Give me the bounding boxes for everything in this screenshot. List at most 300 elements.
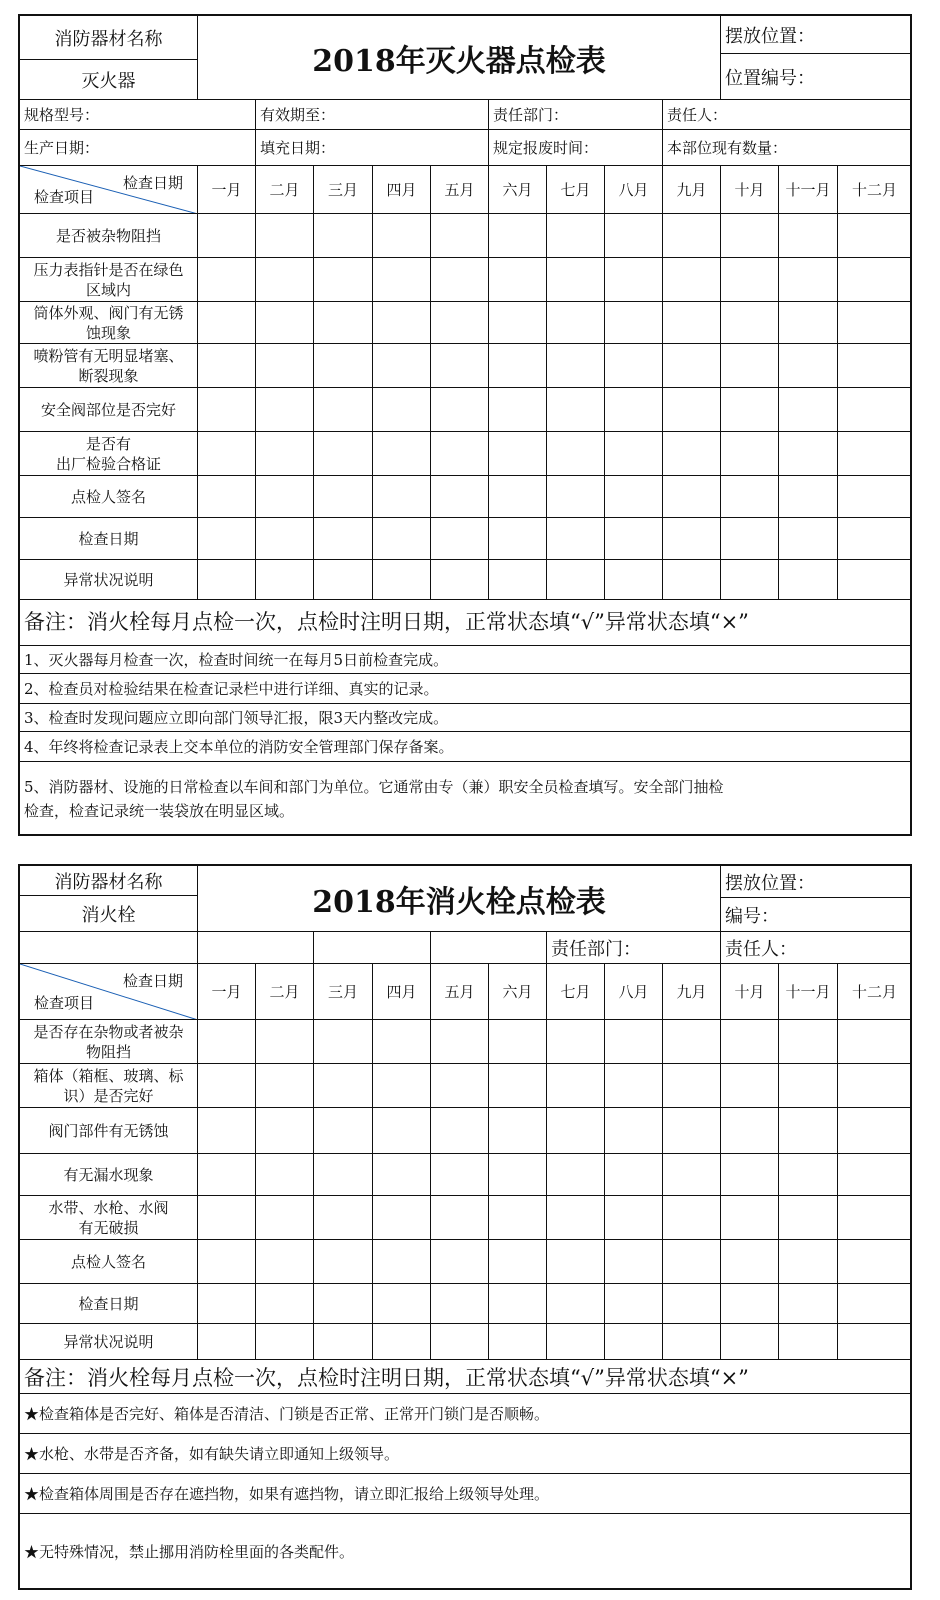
month-header-11: 十一月 [779,166,838,214]
inspection-entry-cell[interactable] [779,344,838,388]
month-header-10: 十月 [721,166,779,214]
check-date-header: 检查日期 [122,972,183,990]
check-item-label [20,432,198,476]
diagonal-header-cell [20,166,198,214]
rule-row: ★检查箱体是否完好、箱体是否清洁、门锁是否正常、正常开门锁门是否顺畅。 [20,1394,912,1434]
month-header-12: 十二月 [838,166,912,214]
inspection-entry-cell[interactable] [721,1324,779,1360]
inspection-entry-cell[interactable] [605,518,663,560]
inspection-entry-cell[interactable] [547,1064,605,1108]
equipment-name-label: 消防器材名称 [20,866,198,896]
inspection-entry-cell[interactable] [373,476,431,518]
inspection-entry-cell[interactable] [431,432,489,476]
inspection-entry-cell[interactable] [489,560,547,600]
inspection-entry-cell[interactable] [547,1284,605,1324]
inspection-entry-cell[interactable] [431,1064,489,1108]
inspection-entry-cell[interactable] [431,1154,489,1196]
inspection-entry-cell[interactable] [779,1154,838,1196]
location-label: 摆放位置： [721,866,912,898]
check-item-text: 是否有 [85,434,131,453]
inspection-entry-cell[interactable] [373,1240,431,1284]
month-header-9: 九月 [663,166,721,214]
inspection-entry-cell[interactable] [256,258,314,302]
inspection-entry-cell[interactable] [605,1108,663,1154]
inspection-entry-cell[interactable] [489,1154,547,1196]
inspection-entry-cell[interactable] [256,1020,314,1064]
inspection-entry-cell[interactable] [198,258,256,302]
diagonal-header-cell [20,964,198,1020]
inspection-entry-cell[interactable] [721,1284,779,1324]
inspection-entry-cell[interactable] [721,388,779,432]
inspection-entry-cell[interactable] [605,1284,663,1324]
check-item-text: 水带、水枪、水阀 [48,1198,169,1217]
check-item-text: 有无漏水现象 [63,1165,154,1184]
inspection-entry-cell[interactable] [314,258,373,302]
inspection-entry-cell[interactable] [256,560,314,600]
inspection-entry-cell[interactable] [838,214,912,258]
month-header-3: 三月 [314,166,373,214]
inspection-entry-cell[interactable] [431,1324,489,1360]
check-item-text: 喷粉管有无明显堵塞、 [33,346,184,365]
inspection-entry-cell[interactable] [198,1064,256,1108]
inspection-entry-cell[interactable] [431,1108,489,1154]
check-item-text: 阀门部件有无锈蚀 [48,1121,169,1140]
inspection-entry-cell[interactable] [663,1108,721,1154]
inspection-entry-cell[interactable] [721,214,779,258]
inspection-entry-cell[interactable] [838,1108,912,1154]
inspection-entry-cell[interactable] [779,476,838,518]
inspection-entry-cell[interactable] [256,302,314,344]
inspection-entry-cell[interactable] [314,214,373,258]
inspection-entry-cell[interactable] [547,388,605,432]
inspection-entry-cell[interactable] [721,258,779,302]
inspection-entry-cell[interactable] [198,432,256,476]
month-header-10: 十月 [721,964,779,1020]
inspection-entry-cell[interactable] [605,1020,663,1064]
inspection-entry-cell[interactable] [314,1020,373,1064]
rule-row: 1、灭火器每月检查一次，检查时间统一在每月5日前检查完成。 [20,646,912,674]
month-header-4: 四月 [373,166,431,214]
inspection-entry-cell[interactable] [314,1240,373,1284]
inspection-entry-cell[interactable] [605,1196,663,1240]
month-header-3: 三月 [314,964,373,1020]
inspection-entry-cell[interactable] [314,1154,373,1196]
check-item-text: 检查日期 [78,1294,139,1313]
inspection-entry-cell[interactable] [547,518,605,560]
inspection-entry-cell[interactable] [489,214,547,258]
inspection-entry-cell[interactable] [779,1284,838,1324]
blank-cell [431,932,547,964]
inspection-entry-cell[interactable] [838,388,912,432]
location-number-label: 位置编号： [721,54,912,100]
inspection-entry-cell[interactable] [198,1284,256,1324]
rule-row: 4、年终将检查记录表上交本单位的消防安全管理部门保存备案。 [20,732,912,762]
inspection-entry-cell[interactable] [431,1196,489,1240]
inspection-entry-cell[interactable] [838,1240,912,1284]
month-header-2: 二月 [256,166,314,214]
inspection-entry-cell[interactable] [489,258,547,302]
inspection-entry-cell[interactable] [314,302,373,344]
inspection-entry-cell[interactable] [431,1240,489,1284]
inspection-entry-cell[interactable] [547,1324,605,1360]
inspection-entry-cell[interactable] [605,302,663,344]
inspection-entry-cell[interactable] [838,476,912,518]
inspection-entry-cell[interactable] [838,1284,912,1324]
inspection-entry-cell[interactable] [373,1064,431,1108]
inspection-entry-cell[interactable] [779,518,838,560]
inspection-entry-cell[interactable] [547,1108,605,1154]
form-title: 2018年消火栓点检表 [198,866,721,932]
inspection-entry-cell[interactable] [489,432,547,476]
check-item-text: 有无破损 [78,1218,139,1237]
inspection-entry-cell[interactable] [779,214,838,258]
inspection-entry-cell[interactable] [721,1196,779,1240]
inspection-entry-cell[interactable] [721,302,779,344]
rule-row [20,762,912,836]
blank-cell [20,932,198,964]
inspection-entry-cell[interactable] [256,432,314,476]
inspection-entry-cell[interactable] [373,1284,431,1324]
inspection-entry-cell[interactable] [721,476,779,518]
inspection-entry-cell[interactable] [838,1064,912,1108]
inspection-entry-cell[interactable] [373,560,431,600]
inspection-entry-cell[interactable] [431,214,489,258]
inspection-entry-cell[interactable] [779,560,838,600]
scrap-time-label: 规定报废时间： [489,130,663,166]
inspection-entry-cell[interactable] [198,518,256,560]
inspection-entry-cell[interactable] [431,388,489,432]
inspection-entry-cell[interactable] [547,476,605,518]
inspection-entry-cell[interactable] [838,302,912,344]
inspection-entry-cell[interactable] [838,518,912,560]
inspection-entry-cell[interactable] [314,1284,373,1324]
rule-text: 5、消防器材、设施的日常检查以车间和部门为单位。它通常由专（兼）职安全员检查填写。安全部门抽检 [24,777,724,796]
check-item-text: 物阻挡 [85,1042,131,1061]
inspection-entry-cell[interactable] [547,302,605,344]
inspection-entry-cell[interactable] [373,388,431,432]
check-item-text: 蚀现象 [85,323,131,342]
month-header-12: 十二月 [838,964,912,1020]
inspection-entry-cell[interactable] [779,1240,838,1284]
inspection-entry-cell[interactable] [547,258,605,302]
inspection-entry-cell[interactable] [605,214,663,258]
check-item-header: 检查项目 [34,188,95,206]
number-label: 编号： [721,898,912,932]
inspection-entry-cell[interactable] [663,1240,721,1284]
inspection-entry-cell[interactable] [663,344,721,388]
rule-row: 3、检查时发现问题应立即向部门领导汇报，限3天内整改完成。 [20,704,912,732]
inspection-entry-cell[interactable] [838,344,912,388]
inspection-entry-cell[interactable] [721,1064,779,1108]
check-item-label [20,1324,198,1360]
check-item-text: 识）是否完好 [63,1086,154,1105]
check-item-label [20,1154,198,1196]
inspection-entry-cell[interactable] [663,1324,721,1360]
equipment-name-value: 消火栓 [20,896,198,932]
rule-row: ★检查箱体周围是否存在遮挡物，如果有遮挡物，请立即汇报给上级领导处理。 [20,1474,912,1514]
inspection-entry-cell[interactable] [721,518,779,560]
inspection-entry-cell[interactable] [721,344,779,388]
inspection-entry-cell[interactable] [779,1064,838,1108]
check-item-label [20,476,198,518]
inspection-entry-cell[interactable] [489,518,547,560]
check-item-header: 检查项目 [34,994,95,1012]
inspection-entry-cell[interactable] [663,258,721,302]
check-item-label [20,1064,198,1108]
check-date-header: 检查日期 [122,174,183,192]
check-item-text: 检查日期 [78,529,139,548]
inspection-entry-cell[interactable] [198,302,256,344]
check-item-text: 异常状况说明 [63,570,154,589]
inspection-entry-cell[interactable] [489,1108,547,1154]
month-header-6: 六月 [489,166,547,214]
inspection-entry-cell[interactable] [198,476,256,518]
inspection-entry-cell[interactable] [489,476,547,518]
inspection-entry-cell[interactable] [721,1240,779,1284]
month-header-11: 十一月 [779,964,838,1020]
inspection-entry-cell[interactable] [373,1154,431,1196]
inspection-entry-cell[interactable] [489,1196,547,1240]
inspection-entry-cell[interactable] [198,560,256,600]
inspection-entry-cell[interactable] [721,560,779,600]
check-item-label [20,1284,198,1324]
inspection-entry-cell[interactable] [314,1324,373,1360]
inspection-entry-cell[interactable] [547,432,605,476]
inspection-entry-cell[interactable] [605,258,663,302]
inspection-entry-cell[interactable] [838,1324,912,1360]
inspection-entry-cell[interactable] [431,302,489,344]
dept-label: 责任部门： [547,932,721,964]
check-item-label [20,344,198,388]
check-item-label [20,1240,198,1284]
inspection-entry-cell[interactable] [256,1284,314,1324]
inspection-entry-cell[interactable] [547,1020,605,1064]
inspection-entry-cell[interactable] [663,302,721,344]
form-title: 2018年灭火器点检表 [198,16,721,100]
check-item-text: 点检人签名 [70,1252,146,1271]
inspection-entry-cell[interactable] [489,1240,547,1284]
person-label: 责任人： [663,100,912,130]
fill-date-label: 填充日期： [256,130,489,166]
inspection-entry-cell[interactable] [431,344,489,388]
inspection-entry-cell[interactable] [256,518,314,560]
remark: 备注：消火栓每月点检一次，点检时注明日期，正常状态填“√”异常状态填“×” [20,1360,912,1394]
person-label: 责任人： [721,932,912,964]
inspection-entry-cell[interactable] [373,1324,431,1360]
inspection-entry-cell[interactable] [373,302,431,344]
inspection-entry-cell[interactable] [663,560,721,600]
inspection-entry-cell[interactable] [779,1196,838,1240]
inspection-entry-cell[interactable] [721,432,779,476]
dept-label: 责任部门： [489,100,663,130]
inspection-entry-cell[interactable] [605,560,663,600]
inspection-entry-cell[interactable] [198,344,256,388]
check-item-label [20,302,198,344]
inspection-entry-cell[interactable] [779,302,838,344]
inspection-entry-cell[interactable] [431,476,489,518]
inspection-entry-cell[interactable] [779,1108,838,1154]
inspection-entry-cell[interactable] [547,1196,605,1240]
inspection-entry-cell[interactable] [838,1154,912,1196]
month-header-5: 五月 [431,166,489,214]
inspection-entry-cell[interactable] [314,518,373,560]
inspection-entry-cell[interactable] [605,1240,663,1284]
inspection-entry-cell[interactable] [256,344,314,388]
inspection-entry-cell[interactable] [721,1020,779,1064]
inspection-entry-cell[interactable] [373,518,431,560]
inspection-entry-cell[interactable] [431,1020,489,1064]
inspection-entry-cell[interactable] [198,1324,256,1360]
inspection-entry-cell[interactable] [198,388,256,432]
inspection-entry-cell[interactable] [198,1154,256,1196]
inspection-entry-cell[interactable] [663,1064,721,1108]
inspection-entry-cell[interactable] [838,432,912,476]
check-item-label [20,518,198,560]
inspection-entry-cell[interactable] [489,302,547,344]
check-item-label [20,258,198,302]
check-item-text: 断裂现象 [78,366,139,385]
inspection-entry-cell[interactable] [256,1064,314,1108]
inspection-entry-cell[interactable] [256,1240,314,1284]
month-header-2: 二月 [256,964,314,1020]
inspection-entry-cell[interactable] [314,1196,373,1240]
check-item-text: 筒体外观、阀门有无锈 [33,303,184,322]
inspection-entry-cell[interactable] [838,560,912,600]
check-item-text: 异常状况说明 [63,1332,154,1351]
inspection-entry-cell[interactable] [779,388,838,432]
inspection-entry-cell[interactable] [605,432,663,476]
inspection-entry-cell[interactable] [256,476,314,518]
month-header-4: 四月 [373,964,431,1020]
inspection-entry-cell[interactable] [547,344,605,388]
inspection-entry-cell[interactable] [721,1108,779,1154]
inspection-entry-cell[interactable] [663,476,721,518]
month-header-7: 七月 [547,964,605,1020]
inspection-entry-cell[interactable] [547,214,605,258]
inspection-entry-cell[interactable] [373,214,431,258]
inspection-entry-cell[interactable] [373,258,431,302]
inspection-entry-cell[interactable] [489,388,547,432]
inspection-entry-cell[interactable] [663,518,721,560]
inspection-entry-cell[interactable] [314,432,373,476]
inspection-entry-cell[interactable] [605,388,663,432]
inspection-entry-cell[interactable] [489,1020,547,1064]
inspection-entry-cell[interactable] [373,432,431,476]
spec-label: 规格型号： [20,100,256,130]
inspection-entry-cell[interactable] [256,1108,314,1154]
inspection-entry-cell[interactable] [605,476,663,518]
inspection-entry-cell[interactable] [779,258,838,302]
inspection-entry-cell[interactable] [431,1284,489,1324]
inspection-entry-cell[interactable] [663,1154,721,1196]
inspection-entry-cell[interactable] [547,1240,605,1284]
rule-row: ★水枪、水带是否齐备，如有缺失请立即通知上级领导。 [20,1434,912,1474]
inspection-entry-cell[interactable] [198,1020,256,1064]
inspection-entry-cell[interactable] [605,1064,663,1108]
month-header-6: 六月 [489,964,547,1020]
inspection-entry-cell[interactable] [779,432,838,476]
inspection-entry-cell[interactable] [663,1284,721,1324]
expiry-label: 有效期至： [256,100,489,130]
inspection-entry-cell[interactable] [489,1064,547,1108]
inspection-entry-cell[interactable] [838,258,912,302]
inspection-entry-cell[interactable] [314,1064,373,1108]
inspection-entry-cell[interactable] [431,518,489,560]
inspection-entry-cell[interactable] [547,560,605,600]
inspection-entry-cell[interactable] [779,1020,838,1064]
inspection-entry-cell[interactable] [256,1154,314,1196]
inspection-entry-cell[interactable] [605,344,663,388]
month-header-8: 八月 [605,964,663,1020]
inspection-entry-cell[interactable] [314,1108,373,1154]
check-item-label [20,214,198,258]
inspection-entry-cell[interactable] [663,1196,721,1240]
inspection-entry-cell[interactable] [198,1108,256,1154]
inspection-entry-cell[interactable] [431,560,489,600]
quantity-label: 本部位现有数量： [663,130,912,166]
inspection-entry-cell[interactable] [779,1324,838,1360]
blank-cell [314,932,431,964]
check-item-text: 点检人签名 [70,487,146,506]
inspection-entry-cell[interactable] [663,432,721,476]
inspection-entry-cell[interactable] [198,1240,256,1284]
location-label: 摆放位置： [721,16,912,54]
fire-hydrant-inspection-form [18,864,912,1590]
inspection-entry-cell[interactable] [256,1196,314,1240]
inspection-entry-cell[interactable] [314,476,373,518]
inspection-entry-cell[interactable] [314,560,373,600]
inspection-entry-cell[interactable] [605,1324,663,1360]
inspection-entry-cell[interactable] [547,1154,605,1196]
inspection-entry-cell[interactable] [489,1284,547,1324]
inspection-entry-cell[interactable] [721,1154,779,1196]
month-header-9: 九月 [663,964,721,1020]
inspection-entry-cell[interactable] [838,1196,912,1240]
production-date-label: 生产日期： [20,130,256,166]
check-item-text: 箱体（箱框、玻璃、标 [33,1066,184,1085]
inspection-entry-cell[interactable] [373,344,431,388]
inspection-entry-cell[interactable] [198,1196,256,1240]
inspection-entry-cell[interactable] [605,1154,663,1196]
check-item-label [20,1196,198,1240]
inspection-entry-cell[interactable] [489,1324,547,1360]
check-item-label [20,1020,198,1064]
inspection-entry-cell[interactable] [663,214,721,258]
check-item-text: 是否存在杂物或者被杂 [33,1022,184,1041]
month-header-8: 八月 [605,166,663,214]
check-item-text: 压力表指针是否在绿色 [33,260,184,279]
inspection-entry-cell[interactable] [256,388,314,432]
inspection-entry-cell[interactable] [314,344,373,388]
inspection-entry-cell[interactable] [373,1196,431,1240]
month-header-1: 一月 [198,166,256,214]
inspection-entry-cell[interactable] [663,388,721,432]
inspection-entry-cell[interactable] [256,214,314,258]
inspection-entry-cell[interactable] [431,258,489,302]
inspection-entry-cell[interactable] [314,388,373,432]
month-header-7: 七月 [547,166,605,214]
inspection-entry-cell[interactable] [489,344,547,388]
inspection-entry-cell[interactable] [663,1020,721,1064]
check-item-label [20,1108,198,1154]
inspection-entry-cell[interactable] [198,214,256,258]
inspection-entry-cell[interactable] [256,1324,314,1360]
rule-text: 检查，检查记录统一装袋放在明显区域。 [24,801,295,820]
check-item-label [20,388,198,432]
inspection-entry-cell[interactable] [373,1108,431,1154]
inspection-entry-cell[interactable] [838,1020,912,1064]
inspection-entry-cell[interactable] [373,1020,431,1064]
